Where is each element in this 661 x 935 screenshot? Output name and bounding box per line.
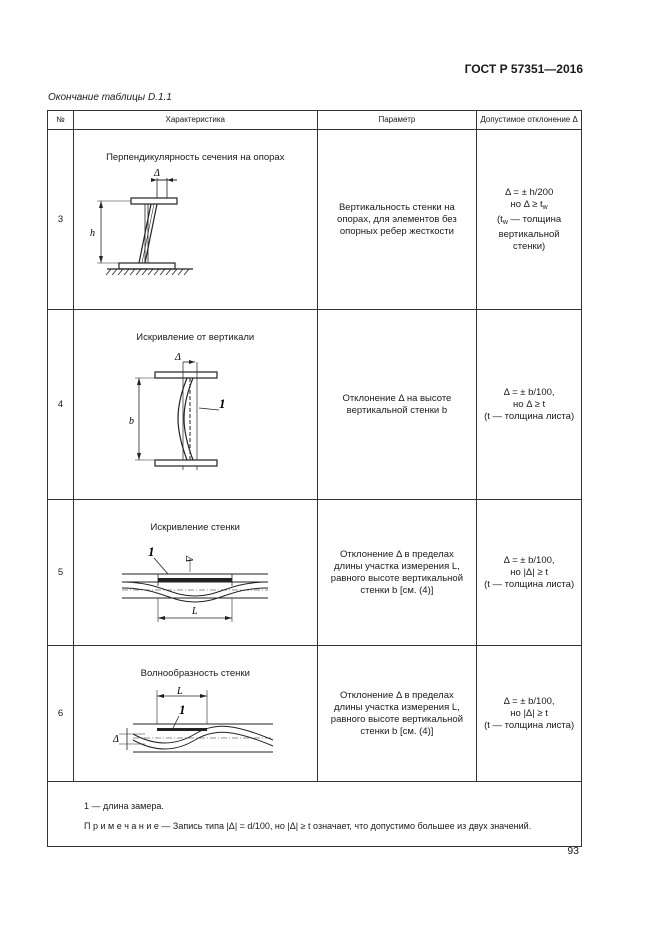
row-number: 4 — [48, 310, 74, 500]
web-curvature-diagram — [120, 538, 270, 628]
characteristic-cell — [73, 500, 317, 646]
table-row — [48, 310, 582, 500]
deviation-line: Δ = ± b/100, — [503, 386, 555, 398]
delta-label: Δ — [113, 734, 120, 745]
column-header-deviation: Допустимое отклонение Δ — [477, 111, 582, 130]
parameter-cell — [317, 646, 477, 782]
parameter-line: опорах, для элементов без — [337, 213, 457, 225]
parameter-line: опорных ребер жесткости — [339, 225, 454, 237]
parameter-line: Отклонение Δ в пределах — [340, 689, 454, 701]
perpendicularity-diagram — [90, 168, 285, 283]
parameter-line: Отклонение Δ на высоте — [342, 392, 452, 404]
marker-label: 1 — [179, 702, 186, 717]
deviation-line: (t — толщина листа) — [484, 719, 575, 731]
vertical-curvature-diagram — [115, 348, 275, 473]
parameter-line: равного высоте вертикальной — [330, 713, 464, 725]
column-header-characteristic: Характеристика — [73, 111, 317, 130]
deviation-line: но Δ ≥ t — [513, 398, 546, 410]
table-header-row — [48, 111, 582, 130]
marker-label: 1 — [148, 544, 155, 559]
row-number: 6 — [48, 646, 74, 782]
parameter-line: стенки b [см. (4)] — [360, 725, 434, 737]
document-code: ГОСТ Р 57351—2016 — [464, 62, 583, 76]
table-footer — [48, 782, 582, 847]
row-number: 5 — [48, 500, 74, 646]
deviation-cell — [477, 646, 582, 782]
parameter-line: равного высоте вертикальной — [330, 572, 464, 584]
delta-label: Δ — [154, 168, 161, 179]
parameter-line: длины участка измерения L, — [334, 701, 460, 713]
parameter-cell — [317, 130, 477, 310]
row-number: 3 — [48, 130, 74, 310]
note-label: П р и м е ч а н и е — [84, 821, 159, 831]
length-label: L — [177, 686, 183, 697]
table-row — [48, 500, 582, 646]
characteristic-cell — [73, 646, 317, 782]
length-label: L — [192, 606, 198, 617]
parameter-line: стенки b [см. (4)] — [360, 584, 434, 596]
tolerance-table — [47, 110, 582, 847]
parameter-line: вертикальной стенки b — [346, 404, 448, 416]
parameter-line: Вертикальность стенки на — [338, 201, 455, 213]
page-number: 93 — [567, 845, 579, 857]
column-header-parameter: Параметр — [317, 111, 477, 130]
deviation-line: (t — толщина листа) — [484, 578, 575, 590]
characteristic-cell — [73, 130, 317, 310]
deviation-line: (t — толщина листа) — [484, 410, 575, 422]
characteristic-cell — [73, 310, 317, 500]
characteristic-title: Волнообразность стенки — [140, 668, 250, 679]
deviation-cell — [477, 130, 582, 310]
table-note — [84, 816, 581, 836]
deviation-cell — [477, 310, 582, 500]
deviation-line: Δ = ± h/200 — [504, 186, 554, 198]
footnote: 1 — длина замера. — [84, 801, 164, 811]
height-label: b — [129, 416, 135, 427]
parameter-cell — [317, 500, 477, 646]
characteristic-title: Искривление стенки — [150, 522, 240, 533]
table-row — [48, 646, 582, 782]
parameter-cell — [317, 310, 477, 500]
delta-label: Δ — [175, 352, 182, 363]
column-header-number: № — [48, 111, 74, 130]
deviation-line: ($t_w$ — толщина вертикальной — [497, 213, 562, 240]
deviation-line: Δ = ± b/100, — [503, 695, 555, 707]
deviation-line: но |Δ| ≥ t — [510, 707, 548, 719]
web-waviness-diagram — [115, 684, 275, 764]
table-row — [48, 130, 582, 310]
deviation-line: но |Δ| ≥ t — [510, 566, 548, 578]
delta-label: Δ — [183, 556, 195, 562]
deviation-cell — [477, 500, 582, 646]
characteristic-title: Искривление от вертикали — [136, 332, 255, 343]
table-caption: Окончание таблицы D.1.1 — [48, 92, 172, 103]
deviation-line: стенки) — [513, 240, 546, 252]
deviation-line: но $\Delta \ge t_w$ — [510, 198, 548, 211]
deviation-line: Δ = ± b/100, — [503, 554, 555, 566]
parameter-line: Отклонение Δ в пределах — [340, 548, 454, 560]
note-text: — Запись типа |Δ| = d/100, но |Δ| ≥ t означает, что допустимо большее из двух значений. — [158, 821, 532, 831]
marker-label: 1 — [219, 396, 226, 411]
parameter-line: длины участка измерения L, — [334, 560, 460, 572]
table-footer-row — [48, 782, 582, 847]
characteristic-title: Перпендикулярность сечения на опорах — [106, 152, 285, 163]
height-label: h — [90, 228, 96, 239]
